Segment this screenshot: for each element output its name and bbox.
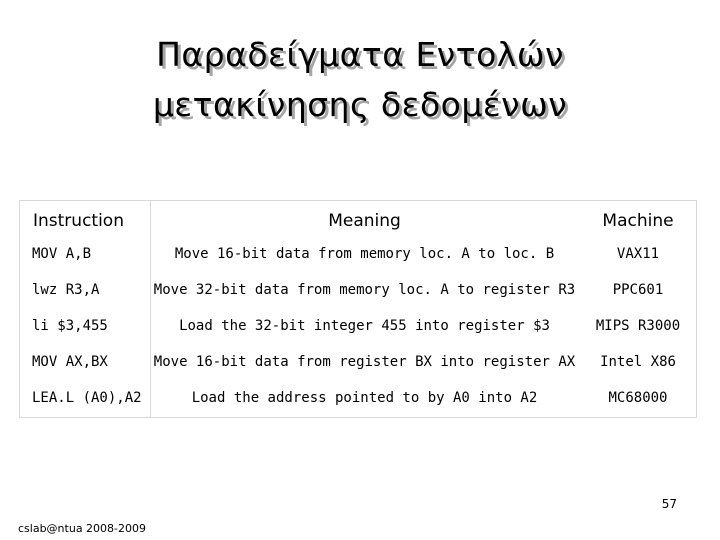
table-row — [19, 344, 697, 380]
machine-cell: VAX11 — [616, 246, 660, 262]
slide-title-line-2: μετακίνησης δεδομένων — [152, 85, 568, 124]
table-header-row — [19, 203, 697, 239]
machine-cell: MIPS R3000 — [595, 318, 681, 334]
machine-cell: Intel X86 — [600, 354, 676, 370]
meaning-cell: Load the 32-bit integer 455 into register $3 — [179, 318, 550, 334]
instruction-cell: LEA.L (A0),A2 — [32, 390, 142, 406]
page-number: 57 — [661, 497, 677, 511]
meaning-cell: Load the address pointed to by A0 into A2 — [191, 390, 538, 406]
table-row — [19, 308, 697, 344]
instruction-cell: MOV AX,BX — [32, 354, 108, 370]
header-machine: Machine — [602, 211, 674, 231]
table-top-border — [19, 200, 697, 201]
meaning-cell: Move 16-bit data from register BX into register AX — [153, 354, 576, 370]
footer-text: cslab@ntua 2008-2009 — [18, 522, 147, 535]
table-row — [19, 272, 697, 308]
meaning-cell: Move 16-bit data from memory loc. A to loc. B — [174, 246, 555, 262]
instruction-cell: lwz R3,A — [32, 282, 100, 298]
header-instruction: Instruction — [33, 211, 124, 231]
machine-cell: MC68000 — [608, 390, 668, 406]
table-row — [19, 380, 697, 416]
slide-title — [0, 30, 720, 130]
meaning-cell: Move 32-bit data from memory loc. A to register R3 — [153, 282, 576, 298]
machine-cell: PPC601 — [612, 282, 664, 298]
table-row — [19, 236, 697, 272]
slide-title-line-1: Παραδείγματα Εντολών — [156, 35, 564, 74]
instruction-cell: MOV A,B — [32, 246, 92, 262]
instruction-table — [19, 200, 697, 418]
table-bottom-border — [19, 417, 697, 418]
instruction-cell: li $3,455 — [32, 318, 108, 334]
header-meaning: Meaning — [328, 211, 401, 231]
